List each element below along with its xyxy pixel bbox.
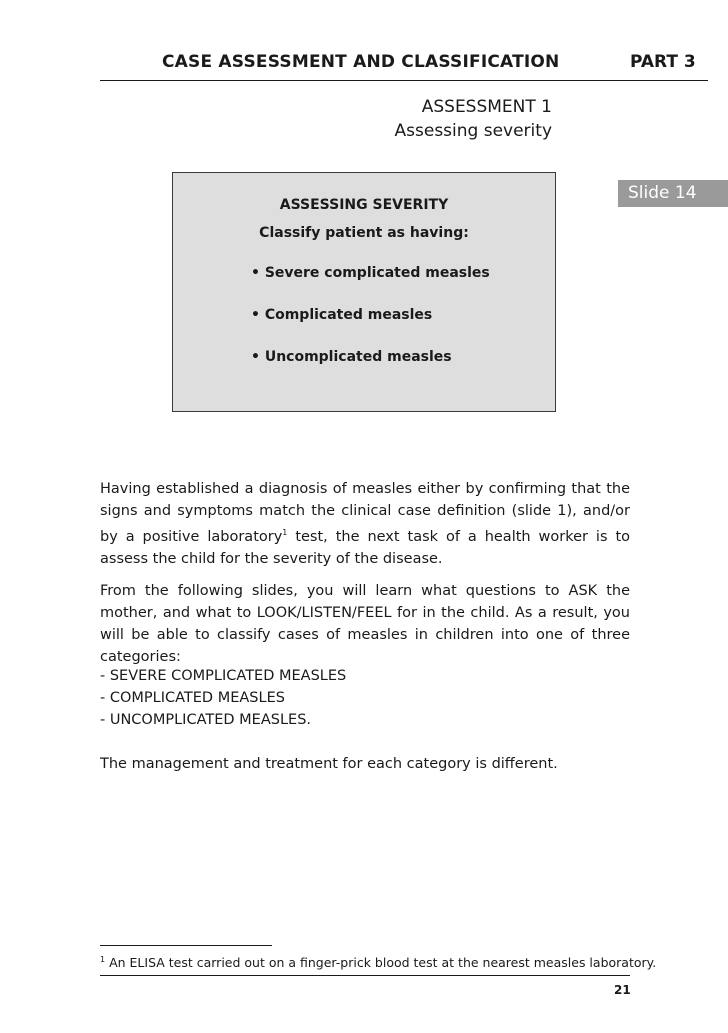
category-item: - COMPLICATED MEASLES: [100, 690, 285, 706]
category-item: - SEVERE COMPLICATED MEASLES: [100, 668, 347, 684]
slide-bullet-item: • Severe complicated measles: [251, 265, 490, 281]
slide-bullet-item: • Complicated measles: [251, 307, 433, 323]
header-divider: [100, 80, 630, 81]
slide-heading: ASSESSING SEVERITY: [279, 197, 449, 213]
assessment-number: ASSESSMENT 1: [421, 97, 552, 117]
assessment-heading: [395, 95, 552, 143]
assessment-topic: Assessing severity: [394, 121, 552, 141]
footnote-reference: 1: [282, 528, 288, 537]
slide-bullet-item: • Uncomplicated measles: [251, 349, 452, 365]
footnote-text: An ELISA test carried out on a finger-prick blood test at the nearest measles laboratory.: [105, 955, 657, 971]
footnote-divider: [100, 945, 272, 946]
part-label: PART 3: [630, 52, 696, 72]
slide-subheading: Classify patient as having:: [259, 225, 469, 241]
intro-paragraph: [100, 478, 630, 570]
footer-divider: [100, 975, 630, 976]
category-item: - UNCOMPLICATED MEASLES.: [100, 712, 312, 728]
page-number: 21: [614, 983, 631, 997]
footnote: [100, 955, 656, 970]
learning-text: From the following slides, you will learn what questions to ASK the mother, and what to LOOK/LISTEN/FEEL for in the child. As a result, you will be able to classify cases of measles in children into one of three categories:: [100, 583, 630, 665]
footnote-marker: 1: [100, 955, 106, 964]
part-divider: [618, 80, 708, 81]
section-title: CASE ASSESSMENT AND CLASSIFICATION: [162, 52, 560, 72]
management-sentence: The management and treatment for each category is different.: [100, 756, 558, 772]
slide-number-tag: Slide 14: [618, 180, 728, 207]
intro-text-start: Having established a diagnosis of measles either by confirming that the signs and symptoms match the clinical case definition (slide 1), and/or by a positive laboratory: [100, 481, 630, 545]
intro-text-end: test, the next task of a health worker is to assess the child for the severity of the disease.: [100, 528, 631, 567]
slide-panel: [172, 172, 556, 412]
learning-paragraph: [100, 580, 630, 668]
